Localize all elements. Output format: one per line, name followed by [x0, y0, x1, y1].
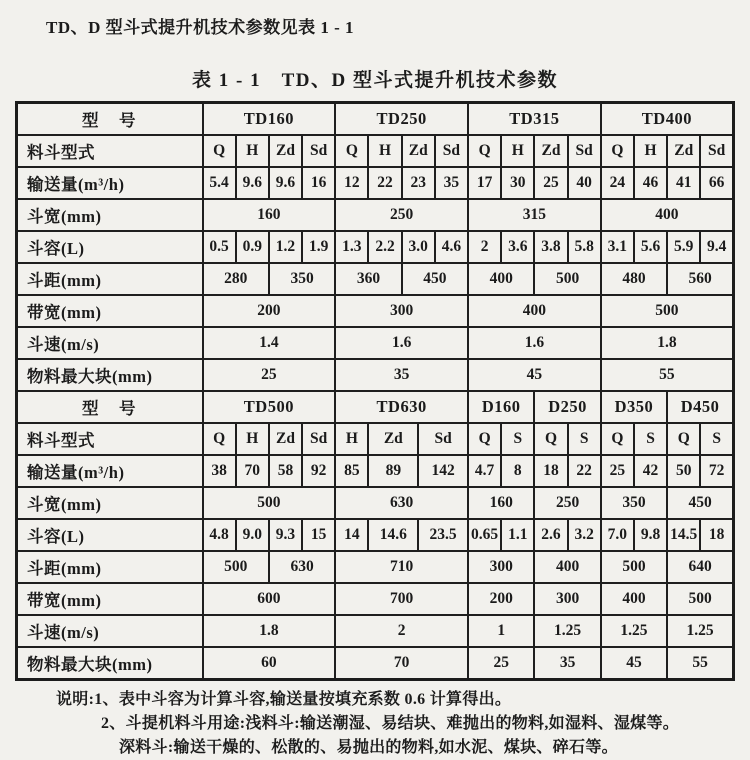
value-cell: 300: [468, 551, 534, 583]
value-cell: 0.65: [468, 519, 501, 551]
value-cell: 1.8: [203, 615, 336, 647]
value-cell: 560: [667, 263, 733, 295]
table-body: [17, 103, 734, 680]
value-cell: 500: [601, 551, 667, 583]
value-cell: Q: [468, 423, 501, 455]
value-cell: 400: [601, 583, 667, 615]
value-cell: 24: [601, 167, 634, 199]
row-label: 斗速(m/s): [17, 327, 203, 359]
model-header-cell: TD315: [468, 103, 601, 136]
model-header-cell: TD400: [601, 103, 734, 136]
value-cell: 2: [335, 615, 468, 647]
value-cell: 2.2: [368, 231, 401, 263]
value-cell: 30: [501, 167, 534, 199]
model-header-cell: D350: [601, 391, 667, 423]
row-label: 物料最大块(mm): [17, 359, 203, 391]
row-label: 料斗型式: [17, 135, 203, 167]
value-cell: 58: [269, 455, 302, 487]
value-cell: 3.2: [568, 519, 601, 551]
value-cell: 360: [335, 263, 401, 295]
value-cell: 630: [335, 487, 468, 519]
model-header-cell: TD250: [335, 103, 468, 136]
table-row: [17, 391, 734, 423]
value-cell: S: [634, 423, 667, 455]
value-cell: 3.0: [402, 231, 435, 263]
table-row: [17, 327, 734, 359]
value-cell: 710: [335, 551, 468, 583]
value-cell: S: [501, 423, 534, 455]
value-cell: 3.1: [601, 231, 634, 263]
value-cell: 46: [634, 167, 667, 199]
value-cell: 50: [667, 455, 700, 487]
row-label: 斗宽(mm): [17, 199, 203, 231]
value-cell: 300: [335, 295, 468, 327]
value-cell: 160: [203, 199, 336, 231]
value-cell: 35: [534, 647, 600, 680]
model-header-cell: D250: [534, 391, 600, 423]
row-label: 型 号: [17, 103, 203, 136]
value-cell: Sd: [700, 135, 733, 167]
value-cell: 12: [335, 167, 368, 199]
value-cell: 41: [667, 167, 700, 199]
model-header-cell: TD500: [203, 391, 336, 423]
value-cell: 38: [203, 455, 236, 487]
note-line: 深料斗:输送干燥的、松散的、易抛出的物料,如水泥、煤块、碎石等。: [119, 739, 618, 756]
row-label: 斗速(m/s): [17, 615, 203, 647]
value-cell: 14: [335, 519, 368, 551]
value-cell: 700: [335, 583, 468, 615]
value-cell: 500: [203, 551, 269, 583]
value-cell: 25: [534, 167, 567, 199]
value-cell: 60: [203, 647, 336, 680]
value-cell: S: [700, 423, 733, 455]
value-cell: 16: [302, 167, 335, 199]
value-cell: 70: [236, 455, 269, 487]
value-cell: 5.6: [634, 231, 667, 263]
value-cell: Q: [667, 423, 700, 455]
value-cell: 2.6: [534, 519, 567, 551]
value-cell: 500: [601, 295, 734, 327]
value-cell: 9.8: [634, 519, 667, 551]
value-cell: 45: [468, 359, 601, 391]
value-cell: 5.4: [203, 167, 236, 199]
table-row: [17, 615, 734, 647]
row-label: 带宽(mm): [17, 295, 203, 327]
value-cell: 1.25: [667, 615, 733, 647]
value-cell: 1: [468, 615, 534, 647]
value-cell: Q: [601, 135, 634, 167]
row-label: 物料最大块(mm): [17, 647, 203, 680]
value-cell: 8: [501, 455, 534, 487]
value-cell: 18: [700, 519, 733, 551]
value-cell: 66: [700, 167, 733, 199]
value-cell: 500: [667, 583, 733, 615]
value-cell: Zd: [534, 135, 567, 167]
value-cell: 4.7: [468, 455, 501, 487]
value-cell: 72: [700, 455, 733, 487]
table-row: [17, 167, 734, 199]
value-cell: 9.0: [236, 519, 269, 551]
row-label: 斗宽(mm): [17, 487, 203, 519]
table-row: [17, 135, 734, 167]
value-cell: 350: [269, 263, 335, 295]
value-cell: 200: [468, 583, 534, 615]
row-label: 斗容(L): [17, 519, 203, 551]
value-cell: 1.6: [468, 327, 601, 359]
value-cell: Zd: [269, 423, 302, 455]
value-cell: 400: [468, 295, 601, 327]
table-row: [17, 487, 734, 519]
table-row: [17, 519, 734, 551]
value-cell: 14.5: [667, 519, 700, 551]
value-cell: 630: [269, 551, 335, 583]
value-cell: 9.6: [236, 167, 269, 199]
value-cell: 70: [335, 647, 468, 680]
value-cell: 14.6: [368, 519, 418, 551]
value-cell: Sd: [568, 135, 601, 167]
row-label: 输送量(m³/h): [17, 167, 203, 199]
value-cell: 55: [667, 647, 733, 680]
value-cell: Zd: [402, 135, 435, 167]
value-cell: 500: [203, 487, 336, 519]
row-label: 斗距(mm): [17, 263, 203, 295]
value-cell: 92: [302, 455, 335, 487]
value-cell: H: [634, 135, 667, 167]
value-cell: 17: [468, 167, 501, 199]
model-header-cell: D160: [468, 391, 534, 423]
value-cell: 160: [468, 487, 534, 519]
value-cell: Sd: [302, 135, 335, 167]
row-label: 料斗型式: [17, 423, 203, 455]
value-cell: 22: [568, 455, 601, 487]
table-title: 表 1 - 1 TD、D 型斗式提升机技术参数: [192, 70, 558, 91]
value-cell: 18: [534, 455, 567, 487]
row-label: 带宽(mm): [17, 583, 203, 615]
value-cell: Sd: [435, 135, 468, 167]
table-row: [17, 103, 734, 136]
value-cell: 5.8: [568, 231, 601, 263]
value-cell: 1.25: [601, 615, 667, 647]
value-cell: 4.8: [203, 519, 236, 551]
value-cell: 45: [601, 647, 667, 680]
value-cell: Sd: [302, 423, 335, 455]
value-cell: 55: [601, 359, 734, 391]
value-cell: Q: [468, 135, 501, 167]
value-cell: 142: [418, 455, 468, 487]
value-cell: Q: [534, 423, 567, 455]
value-cell: 1.2: [269, 231, 302, 263]
value-cell: Q: [335, 135, 368, 167]
value-cell: 25: [601, 455, 634, 487]
table-row: [17, 551, 734, 583]
value-cell: 85: [335, 455, 368, 487]
value-cell: 35: [335, 359, 468, 391]
table-row: [17, 455, 734, 487]
note-line: 2、斗提机料斗用途:浅料斗:输送潮湿、易结块、难抛出的物料,如湿料、湿煤等。: [101, 715, 680, 732]
value-cell: 22: [368, 167, 401, 199]
value-cell: 23.5: [418, 519, 468, 551]
value-cell: 1.25: [534, 615, 600, 647]
value-cell: 3.6: [501, 231, 534, 263]
value-cell: 0.9: [236, 231, 269, 263]
value-cell: 250: [534, 487, 600, 519]
value-cell: Sd: [418, 423, 468, 455]
table-row: [17, 199, 734, 231]
value-cell: 15: [302, 519, 335, 551]
value-cell: 25: [468, 647, 534, 680]
value-cell: 3.8: [534, 231, 567, 263]
parameters-table: [15, 101, 735, 681]
value-cell: 1.3: [335, 231, 368, 263]
intro-text: TD、D 型斗式提升机技术参数见表 1 - 1: [46, 18, 355, 37]
value-cell: 315: [468, 199, 601, 231]
value-cell: 42: [634, 455, 667, 487]
table-row: [17, 647, 734, 680]
value-cell: 300: [534, 583, 600, 615]
value-cell: 600: [203, 583, 336, 615]
row-label: 斗容(L): [17, 231, 203, 263]
model-header-cell: D450: [667, 391, 733, 423]
table-row: [17, 231, 734, 263]
value-cell: 1.4: [203, 327, 336, 359]
notes-block: [0, 688, 750, 760]
row-label: 输送量(m³/h): [17, 455, 203, 487]
value-cell: 2: [468, 231, 501, 263]
table-row: [17, 359, 734, 391]
value-cell: 350: [601, 487, 667, 519]
value-cell: 89: [368, 455, 418, 487]
value-cell: H: [236, 423, 269, 455]
value-cell: 5.9: [667, 231, 700, 263]
value-cell: 500: [534, 263, 600, 295]
value-cell: 450: [667, 487, 733, 519]
value-cell: 4.6: [435, 231, 468, 263]
table-row: [17, 423, 734, 455]
value-cell: 640: [667, 551, 733, 583]
value-cell: 23: [402, 167, 435, 199]
table-row: [17, 263, 734, 295]
note-line: 说明:1、表中斗容为计算斗容,输送量按填充系数 0.6 计算得出。: [56, 691, 512, 708]
value-cell: H: [236, 135, 269, 167]
table-row: [17, 583, 734, 615]
value-cell: 400: [534, 551, 600, 583]
value-cell: Zd: [269, 135, 302, 167]
value-cell: 40: [568, 167, 601, 199]
table-row: [17, 295, 734, 327]
model-header-cell: TD160: [203, 103, 336, 136]
value-cell: 9.3: [269, 519, 302, 551]
value-cell: 400: [468, 263, 534, 295]
value-cell: H: [501, 135, 534, 167]
value-cell: Zd: [368, 423, 418, 455]
row-label: 型 号: [17, 391, 203, 423]
value-cell: 200: [203, 295, 336, 327]
value-cell: 250: [335, 199, 468, 231]
value-cell: 1.6: [335, 327, 468, 359]
value-cell: 480: [601, 263, 667, 295]
value-cell: 1.1: [501, 519, 534, 551]
value-cell: H: [368, 135, 401, 167]
value-cell: 280: [203, 263, 269, 295]
value-cell: Q: [203, 135, 236, 167]
value-cell: Q: [203, 423, 236, 455]
value-cell: 25: [203, 359, 336, 391]
model-header-cell: TD630: [335, 391, 468, 423]
value-cell: 400: [601, 199, 734, 231]
value-cell: Zd: [667, 135, 700, 167]
value-cell: 7.0: [601, 519, 634, 551]
value-cell: 450: [402, 263, 468, 295]
value-cell: 35: [435, 167, 468, 199]
value-cell: 0.5: [203, 231, 236, 263]
value-cell: 9.4: [700, 231, 733, 263]
value-cell: 1.9: [302, 231, 335, 263]
value-cell: 9.6: [269, 167, 302, 199]
value-cell: H: [335, 423, 368, 455]
value-cell: Q: [601, 423, 634, 455]
value-cell: S: [568, 423, 601, 455]
value-cell: 1.8: [601, 327, 734, 359]
row-label: 斗距(mm): [17, 551, 203, 583]
